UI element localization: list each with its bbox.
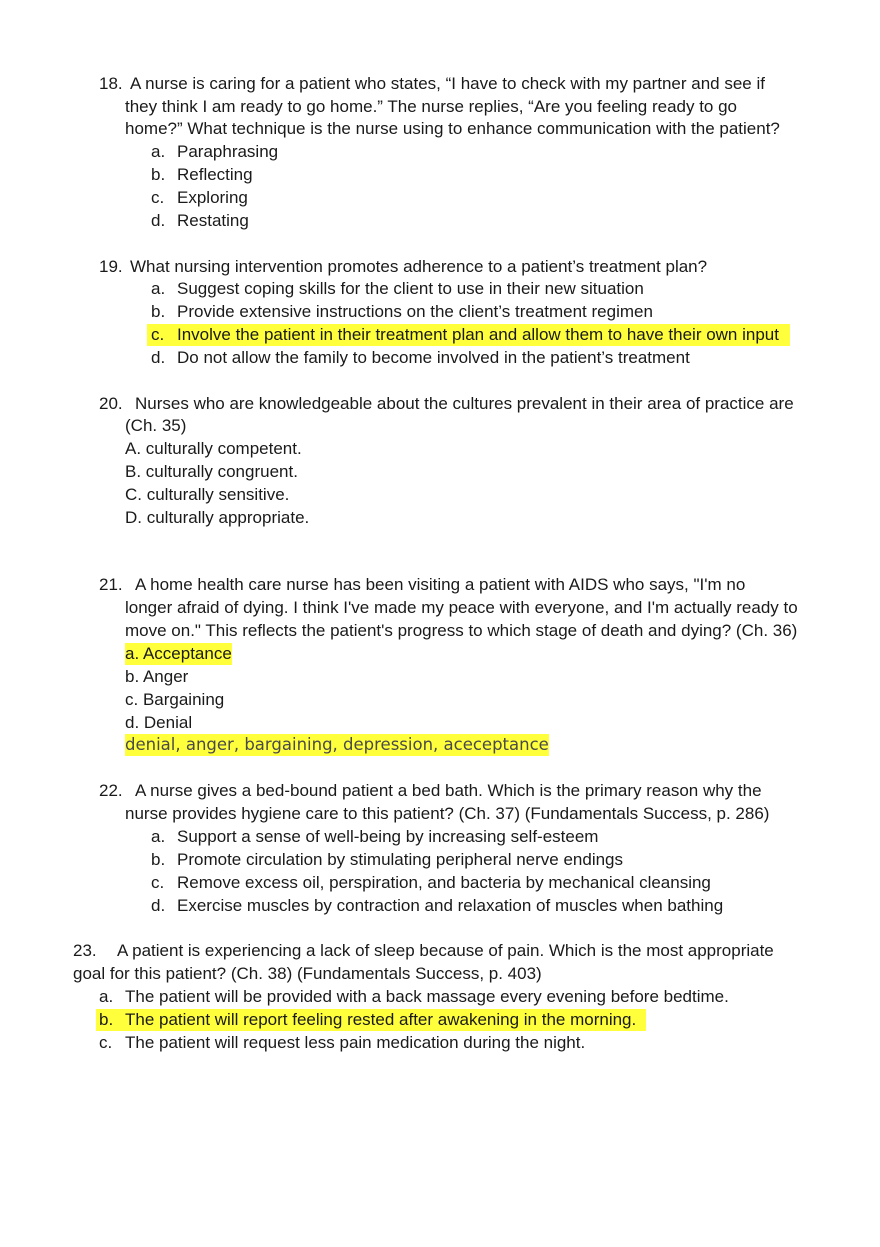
- question-stem-line: home?” What technique is the nurse using to enhance communication with the patient?: [125, 119, 780, 138]
- option-text: Remove excess oil, perspiration, and bacteria by mechanical cleansing: [177, 873, 711, 892]
- option-c-highlighted: [147, 324, 790, 346]
- question-stem-line: A nurse is caring for a patient who states, “I have to check with my partner and see if: [130, 74, 765, 93]
- option-text: Promote circulation by stimulating peripheral nerve endings: [177, 850, 624, 869]
- question-stem-line: A nurse gives a bed-bound patient a bed bath. Which is the primary reason why the: [135, 781, 762, 800]
- option-letter: d.: [151, 348, 166, 367]
- option-letter: c.: [151, 873, 165, 892]
- option-letter: b.: [151, 165, 166, 184]
- question-number: 19.: [99, 257, 123, 276]
- option-text: Provide extensive instructions on the client’s treatment regimen: [177, 302, 653, 321]
- option-letter: d.: [151, 896, 166, 915]
- option-letter: c.: [151, 188, 165, 207]
- study-note-highlighted: denial, anger, bargaining, depression, aceceptance: [125, 735, 549, 754]
- question-number: 23.: [73, 941, 97, 960]
- question-stem-line: A home health care nurse has been visiting a patient with AIDS who says, "I'm no: [135, 575, 746, 594]
- option-letter: a.: [151, 142, 166, 161]
- question-stem-line: Nurses who are knowledgeable about the cultures prevalent in their area of practice are: [135, 394, 794, 413]
- option-text-highlighted: a. Acceptance: [125, 644, 232, 663]
- option-letter: d.: [151, 211, 166, 230]
- option-letter: c.: [99, 1033, 113, 1052]
- option-text: Suggest coping skills for the client to use in their new situation: [177, 279, 644, 298]
- option-text: Support a sense of well-being by increasing self-esteem: [177, 827, 599, 846]
- option-letter: b.: [151, 302, 166, 321]
- option-text: The patient will be provided with a back massage every evening before bedtime.: [125, 987, 729, 1006]
- option-b-highlighted: [96, 1009, 646, 1031]
- question-stem-line: they think I am ready to go home.” The nurse replies, “Are you feeling ready to go: [125, 97, 738, 116]
- option-letter: c.: [151, 325, 165, 344]
- option-text: The patient will report feeling rested after awakening in the morning.: [125, 1010, 637, 1029]
- option-text: d. Denial: [125, 713, 193, 732]
- option-text: Do not allow the family to become involved in the patient’s treatment: [177, 348, 690, 367]
- option-text: Restating: [177, 211, 249, 230]
- question-stem-line: (Ch. 35): [125, 416, 187, 435]
- option-text: B. culturally congruent.: [125, 462, 298, 481]
- option-text: Exploring: [177, 188, 248, 207]
- option-text: D. culturally appropriate.: [125, 508, 310, 527]
- question-stem-line: move on." This reflects the patient's progress to which stage of death and dying? (Ch. 36): [125, 621, 798, 640]
- option-text: Involve the patient in their treatment plan and allow them to have their own input: [177, 325, 779, 344]
- option-text: c. Bargaining: [125, 690, 225, 709]
- option-text: Paraphrasing: [177, 142, 279, 161]
- question-stem-line: What nursing intervention promotes adherence to a patient’s treatment plan?: [130, 257, 708, 276]
- option-letter: a.: [151, 827, 166, 846]
- question-stem-line: A patient is experiencing a lack of sleep because of pain. Which is the most appropriate: [117, 941, 774, 960]
- question-number: 21.: [99, 575, 123, 594]
- option-text: A. culturally competent.: [125, 439, 302, 458]
- option-letter: a.: [151, 279, 166, 298]
- question-number: 18.: [99, 74, 123, 93]
- option-letter: b.: [99, 1010, 114, 1029]
- option-text: Exercise muscles by contraction and relaxation of muscles when bathing: [177, 896, 724, 915]
- question-number: 22.: [99, 781, 123, 800]
- question-number: 20.: [99, 394, 123, 413]
- option-letter: a.: [99, 987, 114, 1006]
- option-text: C. culturally sensitive.: [125, 485, 290, 504]
- option-text: b. Anger: [125, 667, 189, 686]
- option-text: Reflecting: [177, 165, 253, 184]
- question-stem-line: nurse provides hygiene care to this patient? (Ch. 37) (Fundamentals Success, p. 286): [125, 804, 770, 823]
- question-stem-line: goal for this patient? (Ch. 38) (Fundamentals Success, p. 403): [73, 964, 542, 983]
- option-letter: b.: [151, 850, 166, 869]
- option-text: The patient will request less pain medication during the night.: [125, 1033, 586, 1052]
- question-stem-line: longer afraid of dying. I think I've made my peace with everyone, and I'm actually ready to: [125, 598, 798, 617]
